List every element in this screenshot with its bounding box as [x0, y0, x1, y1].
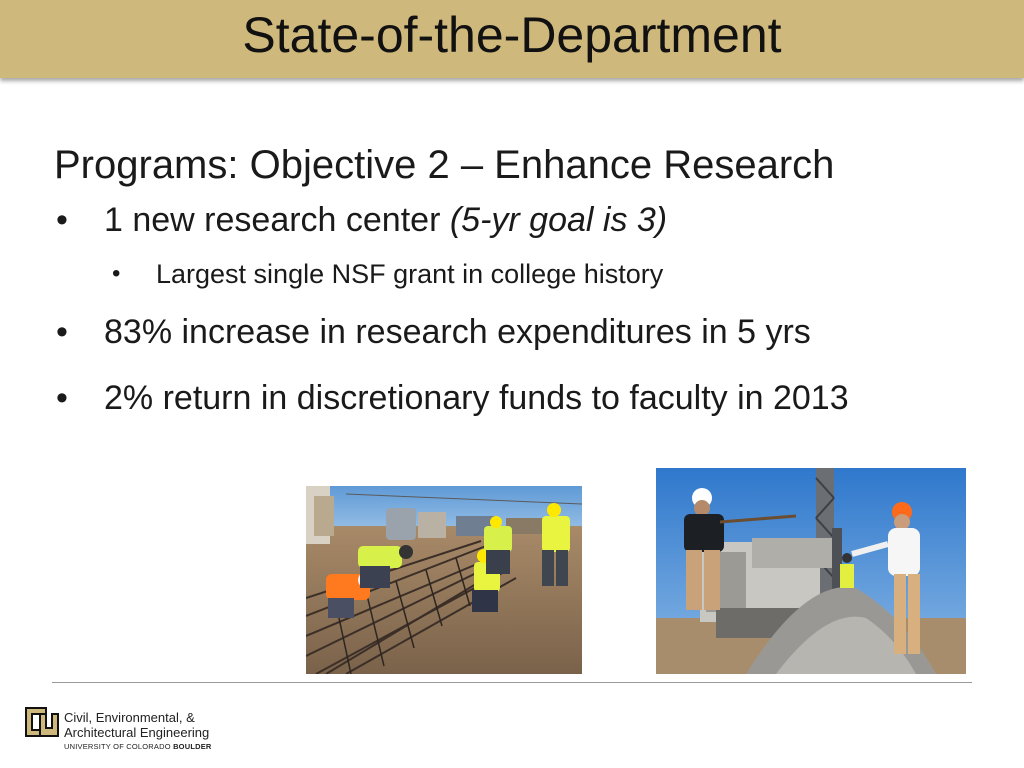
university-prefix: UNIVERSITY OF COLORADO — [64, 742, 174, 751]
drilling-rig-concrete-photo — [656, 468, 966, 674]
department-name — [64, 710, 209, 740]
bullet-expenditures — [54, 310, 994, 354]
cu-logo-icon — [24, 704, 60, 740]
sub-bullet-text: Largest single NSF grant in college history — [156, 259, 664, 289]
slide-title: State-of-the-Department — [242, 7, 782, 63]
department-line-1: Civil, Environmental, & — [64, 710, 195, 725]
footer-divider — [52, 682, 972, 683]
bullet-italic-note: (5-yr goal is 3) — [449, 201, 668, 239]
bullet-research-center — [54, 198, 994, 242]
bullet-dot: • — [56, 201, 68, 239]
bullet-text: 2% return in discretionary funds to faculty in 2013 — [104, 379, 849, 417]
bullet-text: 83% increase in research expenditures in 5 yrs — [104, 313, 811, 351]
rebar-cage-workers-photo — [306, 486, 582, 674]
slide-heading: Programs: Objective 2 – Enhance Research — [54, 143, 835, 187]
bullet-dot: • — [56, 313, 68, 351]
sub-bullet-dot: • — [112, 260, 121, 287]
sub-bullet-nsf-grant — [54, 254, 994, 294]
department-line-2: Architectural Engineering — [64, 725, 210, 740]
bullet-discretionary-funds — [54, 376, 994, 420]
slide-content — [54, 138, 994, 442]
bullet-dot: • — [56, 379, 68, 417]
university-campus: BOULDER — [173, 742, 212, 751]
bullet-text: 1 new research center — [104, 201, 450, 239]
title-bar — [0, 0, 1024, 78]
university-name — [64, 742, 212, 751]
